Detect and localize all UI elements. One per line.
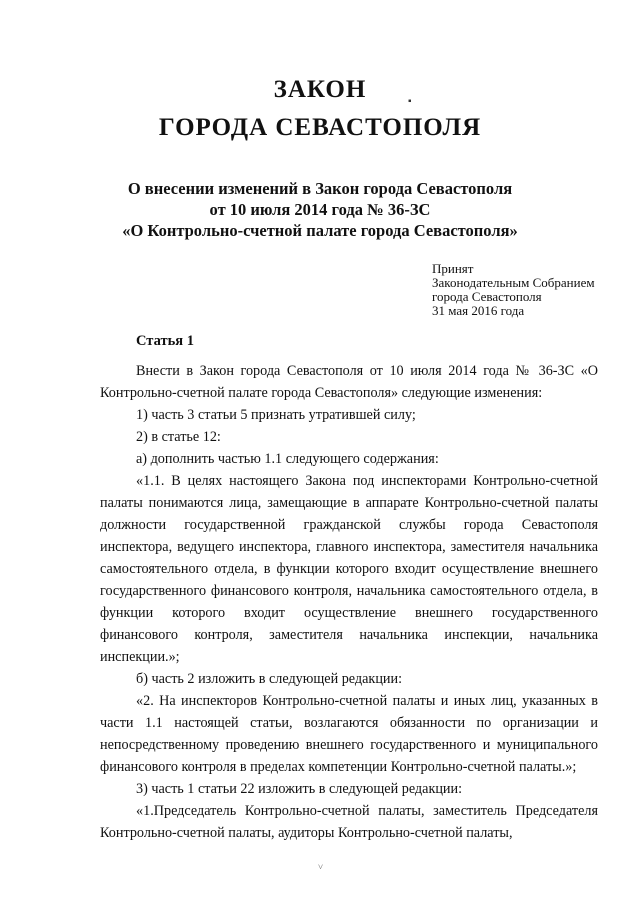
document-title: ЗАКОН (273, 76, 367, 103)
stray-tick: ˅ (318, 862, 324, 872)
stray-mark: ▪ (408, 96, 412, 107)
article-heading: Статья 1 (136, 333, 194, 349)
paragraph-intro: Внести в Закон города Севастополя от 10 июля 2014 года № 36-ЗС «О Контрольно-счетной палате города Севастополя» следующие изменения: (100, 363, 598, 401)
adoption-date: 31 мая 2016 года (432, 303, 525, 318)
paragraph-item-1: 1) часть 3 статьи 5 признать утратившей силу; (136, 407, 416, 423)
document-title-city: ГОРОДА СЕВАСТОПОЛЯ (158, 114, 482, 141)
paragraph-quote-2: «2. На инспекторов Контрольно-счетной палаты и иных лиц, указанных в части 1.1 настоящей статьи, возлагаются обязанности по организации и непосредственному проведению внешнего государственного и муниципального финансового контроля в пределах компетенции Контрольно-счетной палаты.»; (100, 693, 598, 775)
paragraph-sub-a: а) дополнить частью 1.1 следующего содержания: (136, 451, 439, 467)
paragraph-quote-art-22: «1.Председатель Контрольно-счетной палаты, заместитель Председателя Контрольно-счетной палаты, аудиторы Контрольно-счетной палаты, (100, 803, 598, 841)
paragraph-sub-b: б) часть 2 изложить в следующей редакции: (136, 671, 403, 687)
adoption-line-2: Законодательным Собранием (432, 275, 595, 290)
paragraph-quote-1-1: «1.1. В целях настоящего Закона под инспекторами Контрольно-счетной палаты понимаются лица, замещающие в аппарате Контрольно-счетной палаты должности государственной гражданской службы города Севастополя инспектора, ведущего инспектора, главного инспектора, заместителя начальника самостоятельного отдела, в функции которого входит осуществление внешнего государственного финансового контроля, начальника самостоятельного отдела, в функции которого входит осуществление внешнего государственного финансового контроля, заместителя начальника инспекции, начальника инспекции.»; (100, 473, 598, 665)
subtitle-line-3: «О Контрольно-счетной палате города Севастополя» (122, 221, 518, 240)
adoption-line-3: города Севастополя (432, 289, 542, 304)
paragraph-item-3: 3) часть 1 статьи 22 изложить в следующей редакции: (136, 781, 463, 797)
adoption-line-1: Принят (432, 261, 474, 276)
article-body (100, 360, 598, 844)
subtitle-line-1: О внесении изменений в Закон города Севастополя (127, 179, 513, 198)
law-subtitle (0, 178, 640, 241)
paragraph-item-2: 2) в статье 12: (136, 429, 221, 445)
subtitle-line-2: от 10 июля 2014 года № 36-ЗС (209, 200, 431, 219)
adoption-block (432, 262, 595, 318)
